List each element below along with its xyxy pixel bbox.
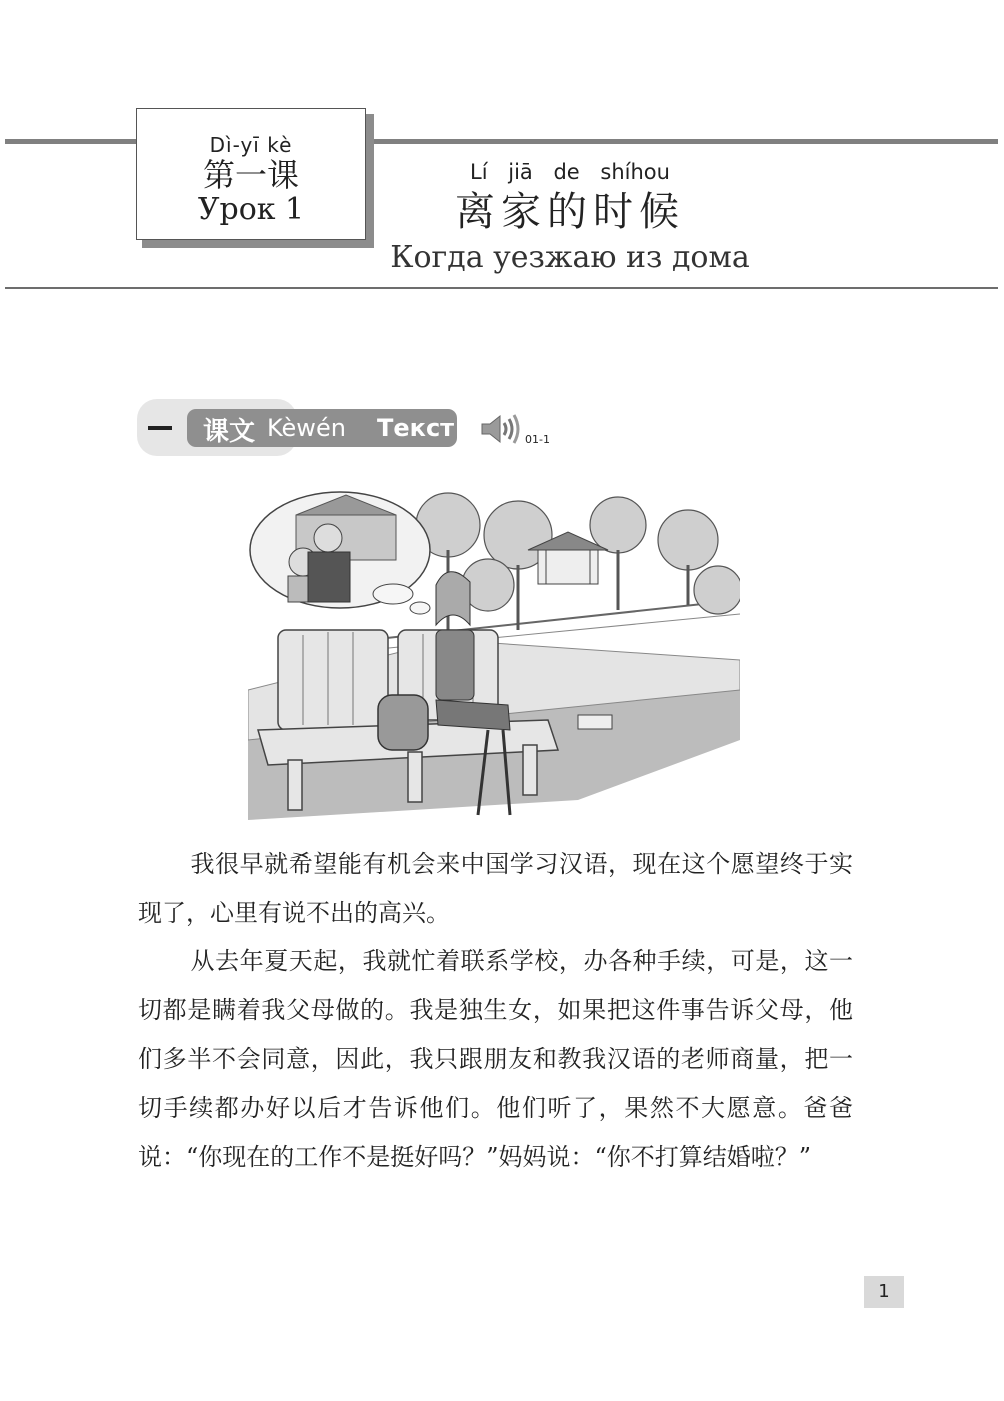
lesson-chinese: 第一课 bbox=[202, 156, 299, 194]
section-label bbox=[187, 409, 457, 447]
title-pinyin: Lí jiā de shíhou bbox=[470, 160, 670, 184]
title-russian: Когда уезжаю из дома bbox=[390, 240, 750, 275]
audio-track-number: 01-1 bbox=[525, 433, 550, 446]
header-rule-bottom bbox=[5, 287, 998, 289]
text-paragraph-1 bbox=[138, 840, 853, 938]
lesson-illustration bbox=[248, 490, 740, 820]
text-paragraph-2 bbox=[138, 937, 853, 1182]
section-label-pinyin: Kèwén bbox=[267, 414, 346, 442]
section-label-chinese: 课文 bbox=[203, 417, 256, 447]
page-number: 1 bbox=[864, 1276, 904, 1308]
speaker-icon[interactable] bbox=[480, 412, 524, 446]
section-label-russian: Текст bbox=[377, 414, 455, 442]
page-title: 离家的时候 bbox=[455, 189, 685, 235]
section-number-mark bbox=[148, 426, 172, 430]
text-paragraph-2-content: 从去年夏天起，我就忙着联系学校，办各种手续，可是，这一切都是瞒着我父母做的。我是独生女，如果把这件事告诉父母，他们多半不会同意，因此，我只跟朋友和教我汉语的老师商量，把一切手续都办好以后才告诉他们。他们听了，果然不大愿意。爸爸说：“你现在的工作不是挺好吗？”妈妈说：“你不打算结婚啦？” bbox=[138, 947, 853, 1171]
lesson-box bbox=[136, 108, 366, 240]
lesson-russian: Урок 1 bbox=[197, 192, 305, 227]
lesson-pinyin: Dì-yī kè bbox=[209, 133, 293, 157]
text-paragraph-1-content: 我很早就希望能有机会来中国学习汉语，现在这个愿望终于实现了，心里有说不出的高兴。 bbox=[138, 850, 853, 927]
